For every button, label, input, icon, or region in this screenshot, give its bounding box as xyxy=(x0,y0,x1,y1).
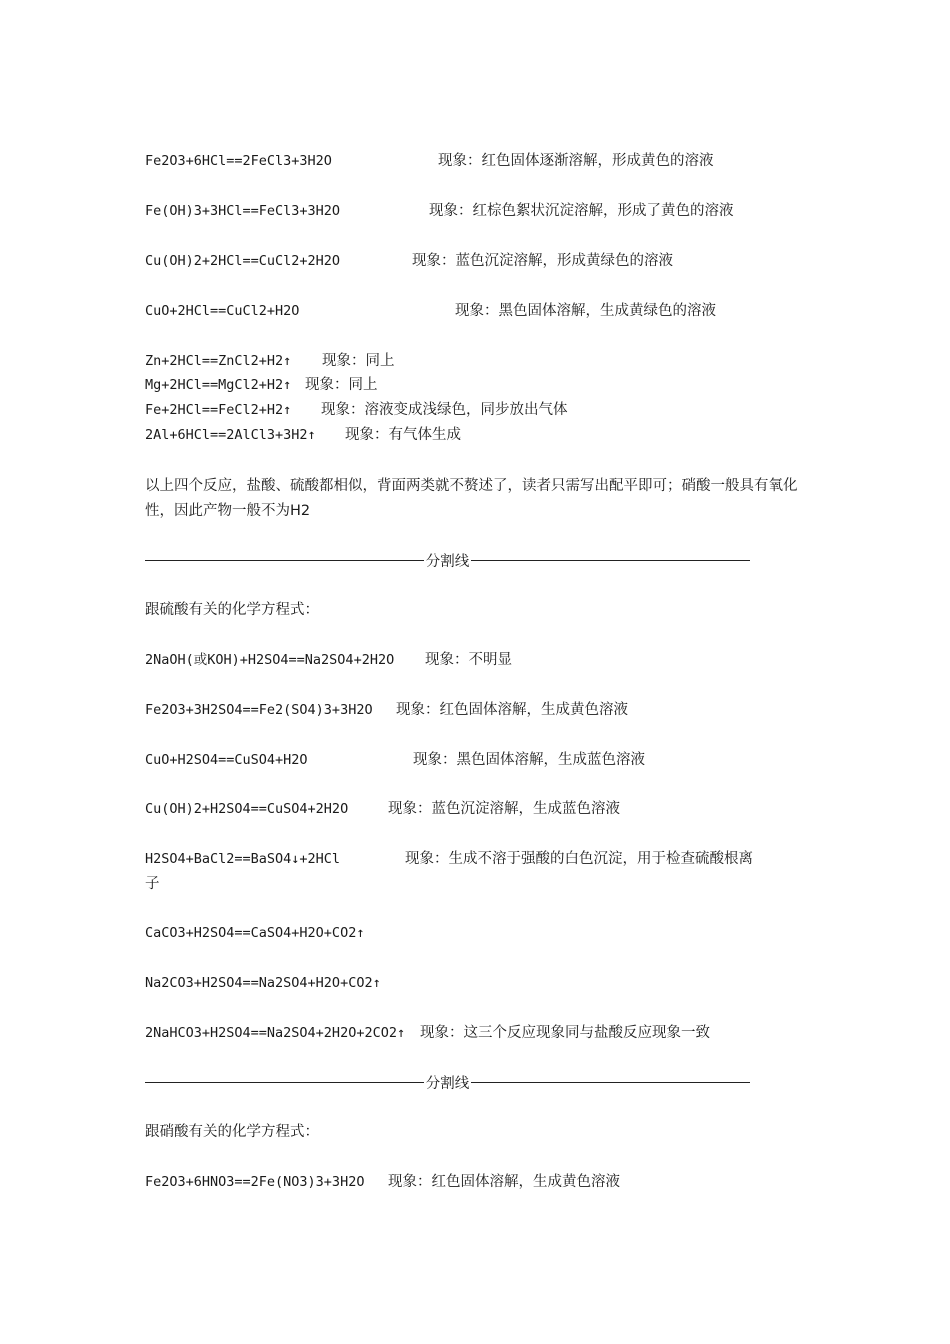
divider-label: 分割线 xyxy=(425,1075,470,1092)
equation-line xyxy=(145,1173,620,1191)
section-heading: 跟硫酸有关的化学方程式： xyxy=(145,602,319,618)
equation-line xyxy=(145,352,395,370)
divider-rule xyxy=(145,560,424,561)
phenomenon: 现象：蓝色沉淀溶解，形成黄绿色的溶液 xyxy=(412,253,673,269)
section-heading: 跟硝酸有关的化学方程式： xyxy=(145,1124,319,1140)
equation-line xyxy=(145,701,628,719)
phenomenon: 现象：有气体生成 xyxy=(345,427,461,443)
equation: Fe2O3+6HCl==2FeCl3+3H2O xyxy=(145,153,332,169)
equation-line xyxy=(145,651,512,669)
phenomenon: 现象：蓝色沉淀溶解，生成蓝色溶液 xyxy=(388,801,620,817)
phenomenon: 现象：不明显 xyxy=(425,652,512,668)
divider-rule xyxy=(145,1082,424,1083)
section-divider xyxy=(145,551,750,569)
phenomenon: 现象：同上 xyxy=(322,353,395,369)
divider-label: 分割线 xyxy=(425,553,470,570)
equation-line xyxy=(145,974,381,992)
equation-line xyxy=(145,800,620,818)
equation: CaCO3+H2SO4==CaSO4+H2O+CO2↑ xyxy=(145,925,365,941)
equation: 2NaHCO3+H2SO4==Na2SO4+2H2O+2CO2↑ xyxy=(145,1025,406,1041)
equation-line xyxy=(145,426,461,444)
equation: Fe2O3+6HNO3==2Fe(NO3)3+3H2O xyxy=(145,1174,365,1190)
divider-rule xyxy=(471,560,750,561)
equation: Zn+2HCl==ZnCl2+H2↑ xyxy=(145,353,292,369)
equation: H2SO4+BaCl2==BaSO4↓+2HCl xyxy=(145,851,341,867)
equation-line xyxy=(145,252,673,270)
equation: Fe+2HCl==FeCl2+H2↑ xyxy=(145,402,292,418)
phenomenon: 现象：这三个反应现象同与盐酸反应现象一致 xyxy=(420,1025,710,1041)
divider-rule xyxy=(471,1082,750,1083)
phenomenon: 现象：黑色固体溶解，生成黄绿色的溶液 xyxy=(455,303,716,319)
phenomenon: 现象：红色固体溶解，生成黄色溶液 xyxy=(396,702,628,718)
note-paragraph: 以上四个反应，盐酸、硫酸都相似，背面两类就不赘述了，读者只需写出配平即可；硝酸一般具有氧化性，因此产物一般不为H2 xyxy=(145,478,798,519)
equation: CuO+2HCl==CuCl2+H2O xyxy=(145,303,300,319)
equation: Mg+2HCl==MgCl2+H2↑ xyxy=(145,377,292,393)
phenomenon: 现象：红色固体溶解，生成黄色溶液 xyxy=(388,1174,620,1190)
equation: CuO+H2SO4==CuSO4+H2O xyxy=(145,752,308,768)
equation-line xyxy=(145,401,568,419)
equation: Na2CO3+H2SO4==Na2SO4+H2O+CO2↑ xyxy=(145,975,381,991)
equation-line xyxy=(145,850,753,868)
phenomenon: 现象：生成不溶于强酸的白色沉淀，用于检查硫酸根离 xyxy=(405,851,753,867)
phenomenon: 现象：同上 xyxy=(305,377,378,393)
phenomenon: 现象：黑色固体溶解，生成蓝色溶液 xyxy=(413,752,645,768)
equation-line xyxy=(145,751,645,769)
equation-line xyxy=(145,924,364,942)
phenomenon: 现象：红棕色絮状沉淀溶解，形成了黄色的溶液 xyxy=(429,203,734,219)
equation: Fe2O3+3H2SO4==Fe2(SO4)3+3H2O xyxy=(145,702,373,718)
phenomenon: 现象：溶液变成浅绿色，同步放出气体 xyxy=(321,402,568,418)
equation: Fe(OH)3+3HCl==FeCl3+3H2O xyxy=(145,203,341,219)
equation-line xyxy=(145,152,714,170)
phenomenon: 现象：红色固体逐渐溶解，形成黄色的溶液 xyxy=(438,153,714,169)
equation: Cu(OH)2+H2SO4==CuSO4+2H2O xyxy=(145,801,349,817)
equation: Cu(OH)2+2HCl==CuCl2+2H2O xyxy=(145,253,341,269)
equation-line xyxy=(145,302,716,320)
equation: 2Al+6HCl==2AlCl3+3H2↑ xyxy=(145,427,316,443)
equation-line xyxy=(145,376,378,394)
section-divider xyxy=(145,1073,750,1091)
phenomenon-continuation: 子 xyxy=(145,876,160,892)
equation-line xyxy=(145,202,734,220)
equation-line xyxy=(145,1024,710,1042)
equation: 2NaOH(或KOH)+H2SO4==Na2SO4+2H2O xyxy=(145,652,395,668)
